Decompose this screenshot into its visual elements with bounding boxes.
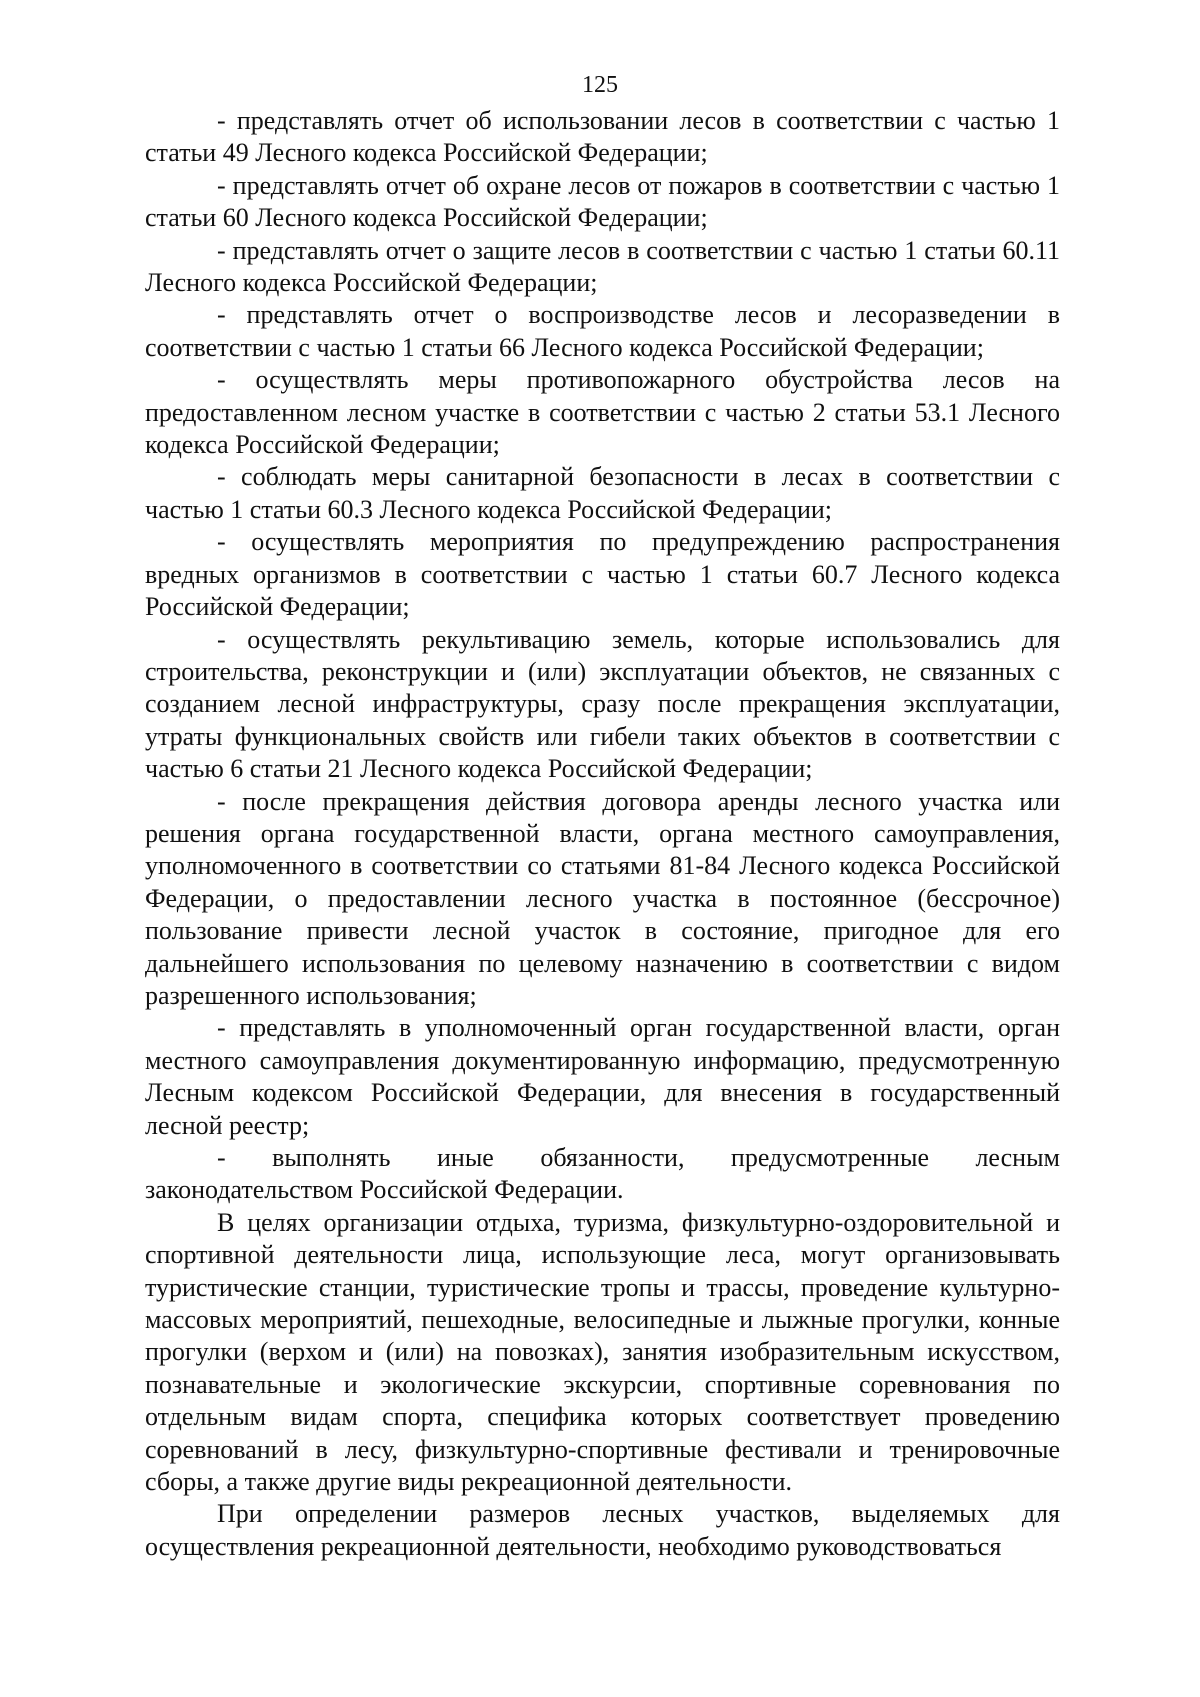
paragraph-obligation-report-forest-protection: - представлять отчет о защите лесов в соответствии с частью 1 статьи 60.11 Лесного кодекса Российской Федерации; [145, 235, 1060, 298]
page-number: 125 [582, 72, 618, 98]
paragraph-obligation-fire-prevention-measures: - осуществлять меры противопожарного обустройства лесов на предоставленном лесном участке в соответствии с частью 2 статьи 53.1 Лесного кодекса Российской Федерации; [145, 365, 1060, 460]
document-body [145, 105, 1060, 1563]
paragraph-obligation-submit-information: - представлять в уполномоченный орган государственной власти, орган местного самоуправления документированную информацию, предусмотренную Лесным кодексом Российской Федерации, для внесения в государственный лесной реестр; [145, 1013, 1060, 1140]
paragraph-obligation-sanitary-safety: - соблюдать меры санитарной безопасности в лесах в соответствии с частью 1 статьи 60.3 Лесного кодекса Российской Федерации; [145, 462, 1060, 524]
paragraph-obligation-restore-plot: - после прекращения действия договора аренды лесного участка или решения органа государственной власти, органа местного самоуправления, уполномоченного в соответствии со статьями 81-84 Лесного кодекса Российской Федерации, о предоставлении лесного участка в постоянное (бессрочное) пользование привести лесной участок в состояние, пригодное для его дальнейшего использования по целевому назначению в соответствии с видом разрешенного использования; [145, 786, 1060, 1010]
paragraph-obligation-report-forest-use: - представлять отчет об использовании лесов в соответствии с частью 1 статьи 49 Лесного кодекса Российской Федерации; [145, 106, 1060, 168]
paragraph-obligation-pest-prevention: - осуществлять мероприятия по предупреждению распространения вредных организмов в соответствии с частью 1 статьи 60.7 Лесного кодекса Российской Федерации; [145, 527, 1060, 622]
paragraph-obligation-report-fire-protection: - представлять отчет об охране лесов от пожаров в соответствии с частью 1 статьи 60 Лесного кодекса Российской Федерации; [145, 170, 1060, 233]
paragraph-recreation-activities: В целях организации отдыха, туризма, физкультурно-оздоровительной и спортивной деятельности лица, использующие леса, могут организовывать туристические станции, туристические тропы и трассы, проведение культурно-массовых мероприятий, пешеходные, велосипедные и лыжные прогулки, конные прогулки (верхом и (или) на повозках), занятия изобразительным искусством, познавательные и экологические экскурсии, спортивные соревнования по отдельным видам спорта, специфика которых соответствует проведению соревнований в лесу, физкультурно-спортивные фестивали и тренировочные сборы, а также другие виды рекреационной деятельности. [145, 1207, 1060, 1497]
paragraph-obligation-report-reproduction: - представлять отчет о воспроизводстве лесов и лесоразведении в соответствии с частью 1 статьи 66 Лесного кодекса Российской Федерации; [145, 300, 1060, 362]
paragraph-obligation-land-recultivation: - осуществлять рекультивацию земель, которые использовались для строительства, реконструкции и (или) эксплуатации объектов, не связанных с созданием лесной инфраструктуры, сразу после прекращения эксплуатации, утраты функциональных свойств или гибели таких объектов в соответствии с частью 6 статьи 21 Лесного кодекса Российской Федерации; [145, 624, 1060, 784]
paragraph-plot-size-determination: При определении размеров лесных участков, выделяемых для осуществления рекреационной деятельности, необходимо руководствоваться [145, 1499, 1060, 1561]
paragraph-obligation-other-duties: - выполнять иные обязанности, предусмотренные лесным законодательством Российской Федерации. [145, 1143, 1060, 1205]
